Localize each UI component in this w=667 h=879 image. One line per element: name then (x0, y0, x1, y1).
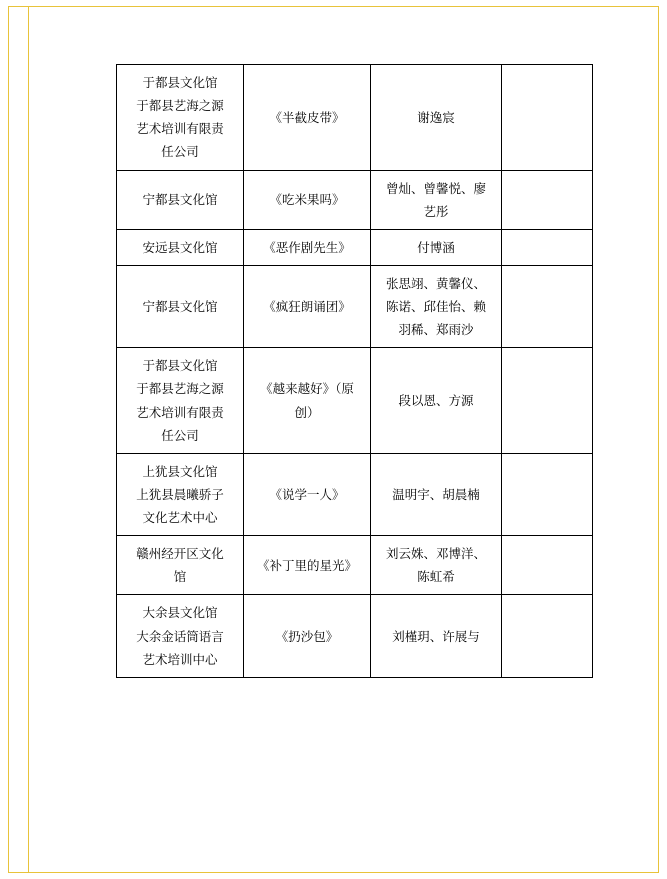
cell-work: 《扔沙包》 (244, 595, 371, 677)
table-row (117, 170, 593, 229)
cell-performers: 刘云姝、邓博洋、 陈虹希 (371, 536, 502, 595)
table-row (117, 536, 593, 595)
cell-blank (502, 229, 593, 265)
cell-work: 《越来越好》（原 创） (244, 348, 371, 454)
document-content (116, 64, 556, 678)
cell-performers: 张思翊、黄馨仪、 陈诺、邱佳怡、赖 羽稀、郑雨沙 (371, 265, 502, 347)
cell-work: 《补丁里的星光》 (244, 536, 371, 595)
cell-performers: 温明宇、胡晨楠 (371, 453, 502, 535)
program-table (116, 64, 593, 678)
cell-performers: 付博涵 (371, 229, 502, 265)
table-row (117, 453, 593, 535)
cell-blank (502, 453, 593, 535)
cell-organization: 安远县文化馆 (117, 229, 244, 265)
cell-work: 《半截皮带》 (244, 65, 371, 171)
cell-performers: 刘槿玥、许展与 (371, 595, 502, 677)
table-row (117, 65, 593, 171)
table-row (117, 265, 593, 347)
cell-blank (502, 265, 593, 347)
cell-organization: 宁都县文化馆 (117, 265, 244, 347)
cell-blank (502, 536, 593, 595)
cell-work: 《恶作剧先生》 (244, 229, 371, 265)
cell-organization: 大余县文化馆 大余金话筒语言 艺术培训中心 (117, 595, 244, 677)
cell-work: 《吃米果吗》 (244, 170, 371, 229)
cell-blank (502, 595, 593, 677)
cell-performers: 段以恩、方源 (371, 348, 502, 454)
table-body (117, 65, 593, 678)
cell-blank (502, 65, 593, 171)
cell-work: 《疯狂朗诵团》 (244, 265, 371, 347)
cell-work: 《说学一人》 (244, 453, 371, 535)
table-row (117, 348, 593, 454)
cell-blank (502, 170, 593, 229)
cell-organization: 宁都县文化馆 (117, 170, 244, 229)
page-border-inner (28, 6, 29, 873)
cell-blank (502, 348, 593, 454)
cell-performers: 曾灿、曾馨悦、廖 艺彤 (371, 170, 502, 229)
cell-organization: 上犹县文化馆 上犹县晨曦骄子 文化艺术中心 (117, 453, 244, 535)
table-row (117, 229, 593, 265)
cell-performers: 谢逸宸 (371, 65, 502, 171)
table-row (117, 595, 593, 677)
cell-organization: 于都县文化馆 于都县艺海之源 艺术培训有限责 任公司 (117, 65, 244, 171)
cell-organization: 于都县文化馆 于都县艺海之源 艺术培训有限责 任公司 (117, 348, 244, 454)
cell-organization: 赣州经开区文化 馆 (117, 536, 244, 595)
